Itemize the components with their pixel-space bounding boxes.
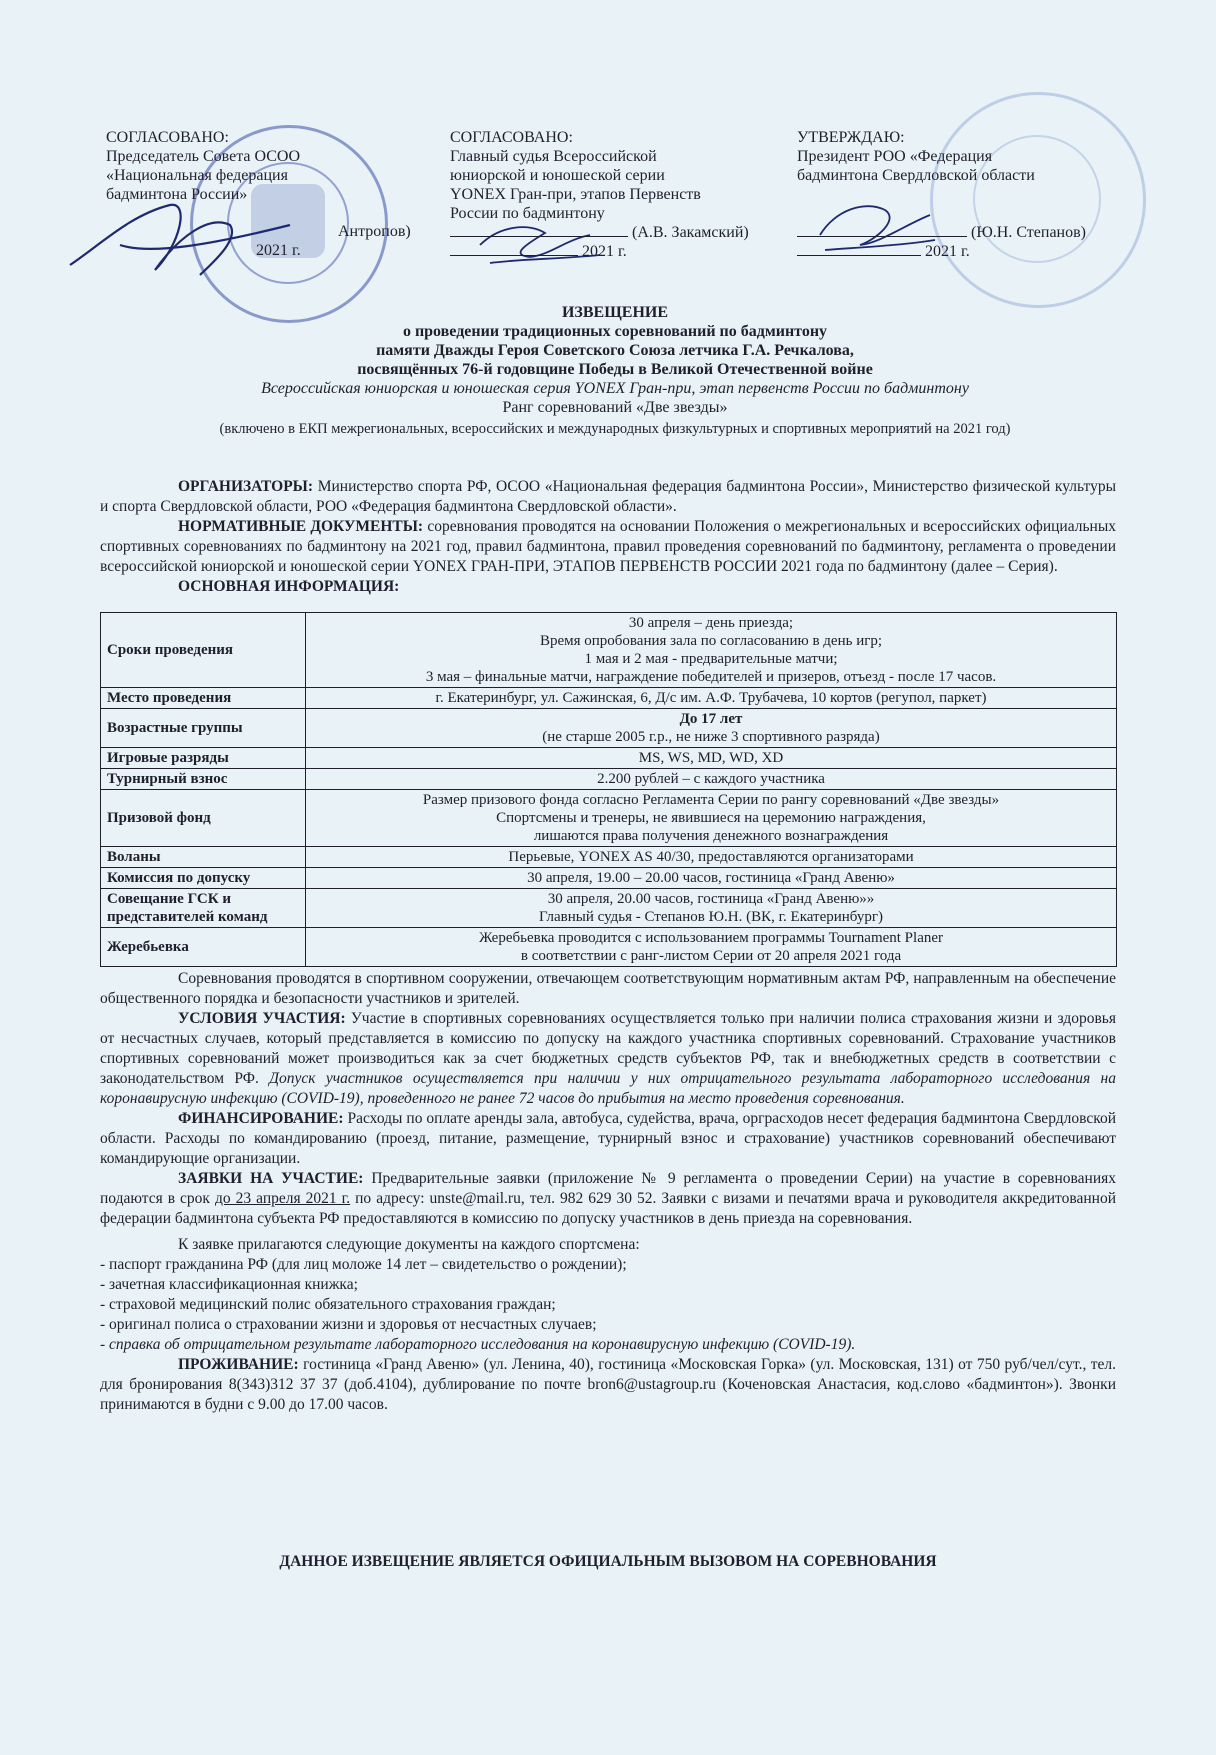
normative-label: НОРМАТИВНЫЕ ДОКУМЕНТЫ: — [178, 518, 424, 535]
financing-text: Расходы по оплате аренды зала, автобуса, судейства, врача, орграсходов несет федерация бадминтона Свердловской области. Расходы по командированию (проезд, питание, размещение, турнирный взнос и страхование) участников соревнований обеспечивают командирующие организации. — [100, 1110, 1117, 1167]
info-row-value — [306, 769, 1117, 790]
approval-line: Главный судья Всероссийской — [450, 148, 657, 165]
approval-block-stepanov — [797, 128, 1117, 261]
info-row-key: Призовой фонд — [101, 790, 306, 847]
notice-ekp-note: (включено в ЕКП межрегиональных, всероссийских и международных физкультурных и спортивных мероприятий на 2021 год) — [219, 421, 1011, 437]
main-info-label: ОСНОВНАЯ ИНФОРМАЦИЯ: — [178, 578, 400, 595]
notice-title-line: посвящённых 76-й годовщине Победы в Великой Отечественной войне — [357, 361, 873, 378]
applications-text: Предварительные заявки (приложение № 9 регламента о проведении Серии) на участие в соревнованиях подаются в срок — [100, 1170, 1117, 1207]
info-row-key: Возрастные группы — [101, 709, 306, 748]
approval-heading: УТВЕРЖДАЮ: — [797, 129, 905, 146]
approval-line: Председатель Совета ОСОО — [106, 148, 301, 165]
info-row-value-line: MS, WS, MD, WD, XD — [638, 750, 784, 766]
approval-line: YONEX Гран-при, этапов Первенств — [450, 186, 701, 203]
info-row-key: Комиссия по допуску — [101, 868, 306, 889]
info-row-key: Турнирный взнос — [101, 769, 306, 790]
info-row-key: Воланы — [101, 847, 306, 868]
applications-text: по адресу: unste@mail.ru, тел. 982 629 30 52. Заявки с визами и печатями врача и руководителя аккредитованной федерации бадминтона субъекта РФ предоставляются в комиссию по допуску участников в день приезда на соревнования. — [100, 1190, 1116, 1227]
info-row-value-line: 30 апреля – день приезда; — [628, 615, 794, 631]
documents-item: - оригинал полиса о страховании жизни и здоровья от несчастных случаев; — [100, 1316, 597, 1333]
info-row-value-line: Перьевые, YONEX AS 40/30, предоставляются организаторами — [508, 849, 914, 865]
main-info-table — [100, 612, 1117, 967]
notice-title-line: памяти Дважды Героя Советского Союза летчика Г.А. Речкалова, — [376, 342, 854, 359]
conditions-covid: Допуск участников осуществляется при наличии у них отрицательного результата лабораторного исследования на коронавирусную инфекцию (COVID-19), проведенного не ранее 72 часов до прибытия на место проведения соревнования. — [100, 1070, 1116, 1107]
notice-rank: Ранг соревнований «Две звезды» — [502, 399, 728, 416]
conditions-text: Участие в спортивных соревнованиях осуществляется только при наличии полиса страхования жизни и здоровья от несчастных случаев, который представляется в комиссию по допуску на каждого участника спортивных соревнований. Страхование участников спортивных соревнований может производиться как за счет бюджетных средств субъектов РФ, так и внебюджетных средств в соответствии с законодательством РФ. — [100, 1010, 1117, 1087]
info-row-value — [306, 889, 1117, 928]
approval-signature-name: Антропов) — [338, 223, 411, 240]
venue-note: Соревнования проводятся в спортивном сооружении, отвечающем соответствующим нормативным актам РФ, направленным на обеспечение общественного порядка и безопасности участников и зрителей. — [100, 970, 1116, 1007]
approval-signature-name: (А.В. Закамский) — [632, 224, 749, 241]
approval-line: «Национальная федерация — [106, 167, 288, 184]
info-row-value-line: 3 мая – финальные матчи, награждение победителей и призеров, отъезд - после 17 часов. — [425, 669, 997, 685]
organizers-section — [100, 477, 1116, 597]
approval-line: Президент РОО «Федерация — [797, 148, 993, 165]
applications-label: ЗАЯВКИ НА УЧАСТИЕ: — [178, 1170, 364, 1187]
documents-list — [100, 1255, 1116, 1355]
info-row — [101, 748, 1117, 769]
conditions-section — [100, 969, 1116, 1415]
approval-line: юниорской и юношеской серии — [450, 167, 665, 184]
notice-title-line: о проведении традиционных соревнований по бадминтону — [402, 323, 828, 340]
info-row-value — [306, 928, 1117, 967]
info-row-value — [306, 847, 1117, 868]
info-row-key: Сроки проведения — [101, 613, 306, 688]
info-row-value-line: Жеребьевка проводится с использованием программы Tournament Planer — [478, 930, 944, 946]
info-row-key: Совещание ГСК и представителей команд — [101, 889, 306, 928]
notice-series: Всероссийская юниорская и юношеская серия YONEX Гран-при, этап первенств России по бадминтону — [261, 380, 969, 397]
info-row — [101, 889, 1117, 928]
documents-intro: К заявке прилагаются следующие документы на каждого спортсмена: — [178, 1236, 640, 1253]
info-row-value-line: Спортсмены и тренеры, не явившиеся на церемонию награждения, — [496, 810, 926, 826]
info-row-value — [306, 613, 1117, 688]
organizers-text: Министерство спорта РФ, ОСОО «Национальная федерация бадминтона России», Министерство физической культуры и спорта Свердловской области, РОО «Федерация бадминтона Свердловской области». — [100, 478, 1116, 515]
notice-title-block — [120, 303, 1110, 439]
normative-text: соревнования проводятся на основании Положения о межрегиональных и всероссийских официальных спортивных соревнованиях по бадминтону на 2021 год, правил бадминтона, правил проведения соревнований по бадминтону, регламента о проведении всероссийской юниорской и юношеской серии YONEX ГРАН-ПРИ, ЭТАПОВ ПЕРВЕНСТВ РОССИИ 2021 года по бадминтону (далее – Серия). — [100, 518, 1117, 575]
info-row-value-line: Время опробования зала по согласованию в день игр; — [539, 633, 883, 649]
info-row-value — [306, 709, 1117, 748]
info-row-value-line: в соответствии с ранг-листом Серии от 20 апреля 2021 года — [520, 948, 902, 964]
info-row — [101, 868, 1117, 889]
accommodation-text: гостиница «Гранд Авеню» (ул. Ленина, 40), гостиница «Московская Горка» (ул. Московская, 131) от 750 руб/чел/сут., тел. для бронирования 8(343)312 37 37 (доб.4104), дублирование по почте bron6@ustagroup.ru (Коченовская Анастасия, код.слово «бадминтон»). Звонки принимаются в будни с 9.00 до 17.00 часов. — [100, 1356, 1117, 1413]
info-row-value-line: Главный судья - Степанов Ю.Н. (ВК, г. Екатеринбург) — [538, 909, 884, 925]
documents-item: - зачетная классификационная книжка; — [100, 1276, 358, 1293]
info-row-value-line: 1 мая и 2 мая - предварительные матчи; — [584, 651, 838, 667]
info-row — [101, 613, 1117, 688]
info-row — [101, 688, 1117, 709]
info-row — [101, 769, 1117, 790]
notice-heading: ИЗВЕЩЕНИЕ — [561, 304, 669, 321]
documents-item-covid: - справка об отрицательном результате лабораторного исследования на коронавирусную инфекцию (COVID-19). — [100, 1336, 856, 1353]
approval-line: бадминтона России» — [106, 186, 248, 203]
info-row-value — [306, 748, 1117, 769]
info-row-value-line: Размер призового фонда согласно Регламента Серии по рангу соревнований «Две звезды» — [422, 792, 1000, 808]
conditions-label: УСЛОВИЯ УЧАСТИЯ: — [178, 1010, 346, 1027]
info-row-value-line: (не старше 2005 г.р., не ниже 3 спортивного разряда) — [542, 729, 880, 745]
approval-block-antropov — [106, 128, 426, 260]
info-row-value-line: 30 апреля, 19.00 – 20.00 часов, гостиница «Гранд Авеню» — [527, 870, 895, 886]
documents-item: - паспорт гражданина РФ (для лиц моложе 14 лет – свидетельство о рождении); — [100, 1256, 627, 1273]
approval-line: бадминтона Свердловской области — [797, 167, 1035, 184]
approval-line: России по бадминтону — [450, 205, 605, 222]
info-row-value-line: лишаются права получения денежного вознаграждения — [533, 828, 889, 844]
info-row — [101, 847, 1117, 868]
info-row-value — [306, 688, 1117, 709]
official-call-footer: ДАННОЕ ИЗВЕЩЕНИЕ ЯВЛЯЕТСЯ ОФИЦИАЛЬНЫМ ВЫЗОВОМ НА СОРЕВНОВАНИЯ — [279, 1553, 937, 1570]
organizers-label: ОРГАНИЗАТОРЫ: — [178, 478, 314, 495]
approval-date: 2021 г. — [582, 243, 627, 260]
info-row-value-line: До 17 лет — [679, 711, 743, 727]
approval-signature-name: (Ю.Н. Степанов) — [971, 224, 1086, 241]
info-row — [101, 928, 1117, 967]
documents-item: - страховой медицинский полис обязательного страхования граждан; — [100, 1296, 556, 1313]
info-row — [101, 709, 1117, 748]
info-row-value-line: 30 апреля, 20.00 часов, гостиница «Гранд Авеню»» — [547, 891, 875, 907]
info-row-value-line: 2.200 рублей – с каждого участника — [597, 771, 825, 787]
approval-date: 2021 г. — [256, 242, 301, 259]
info-row-key: Игровые разряды — [101, 748, 306, 769]
approval-date: 2021 г. — [925, 243, 970, 260]
approval-heading: СОГЛАСОВАНО: — [106, 129, 229, 146]
info-row — [101, 790, 1117, 847]
applications-deadline: до 23 апреля 2021 г. — [214, 1190, 351, 1207]
info-row-key: Место проведения — [101, 688, 306, 709]
accommodation-label: ПРОЖИВАНИЕ: — [178, 1356, 299, 1373]
financing-label: ФИНАНСИРОВАНИЕ: — [178, 1110, 344, 1127]
info-row-value — [306, 790, 1117, 847]
info-row-key: Жеребьевка — [101, 928, 306, 967]
approval-block-zakamsky — [450, 128, 780, 261]
approval-heading: СОГЛАСОВАНО: — [450, 129, 573, 146]
info-row-value-line: г. Екатеринбург, ул. Сажинская, 6, Д/с им. А.Ф. Трубачева, 10 кортов (регупол, паркет) — [435, 690, 987, 706]
info-row-value — [306, 868, 1117, 889]
